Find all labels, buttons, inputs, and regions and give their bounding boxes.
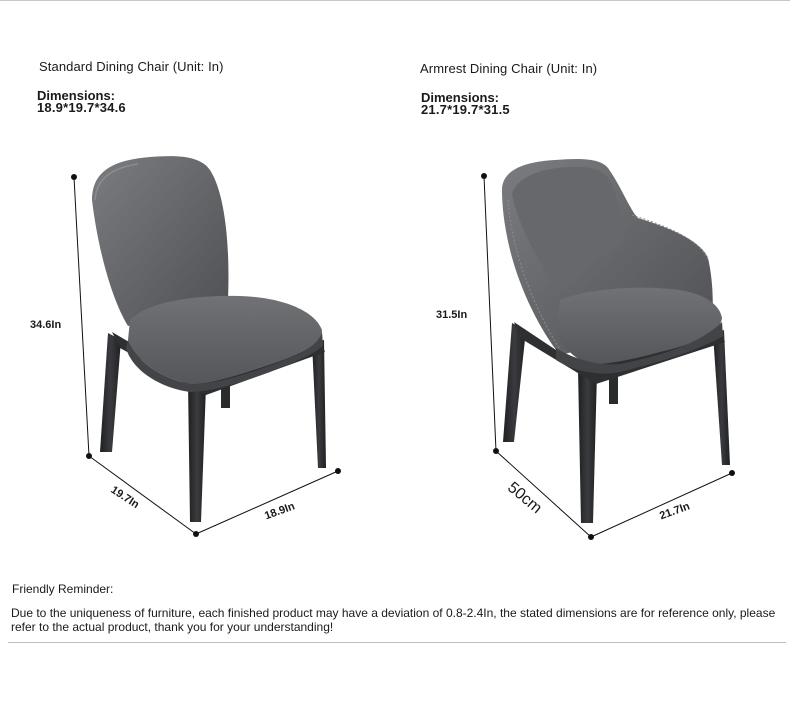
reminder-title: Friendly Reminder:	[12, 582, 114, 596]
left-depth-measure: 19.7In	[108, 484, 142, 512]
reminder-text: Due to the uniqueness of furniture, each finished product may have a deviation of 0.8-2.4In, the stated dimensions are for reference only, please refer to the actual product, thank you for your understanding!	[11, 606, 776, 634]
right-chair-title: Armrest Dining Chair (Unit: In)	[420, 61, 598, 76]
left-width-measure: 18.9In	[263, 500, 297, 523]
standard-chair-graphic	[71, 156, 341, 537]
bottom-divider	[8, 642, 786, 643]
right-depth-measure: 50cm	[504, 479, 545, 518]
right-dimensions-label: Dimensions:	[421, 90, 500, 105]
left-chair-title: Standard Dining Chair (Unit: In)	[39, 59, 224, 74]
left-height-measure: 34.6In	[30, 319, 62, 331]
right-height-measure: 31.5In	[436, 309, 468, 321]
left-dimensions-value: 18.9*19.7*34.6	[37, 100, 126, 115]
right-dimensions-value: 21.7*19.7*31.5	[421, 102, 510, 117]
right-width-measure: 21.7In	[658, 500, 692, 523]
left-dimensions-label: Dimensions:	[37, 88, 116, 103]
